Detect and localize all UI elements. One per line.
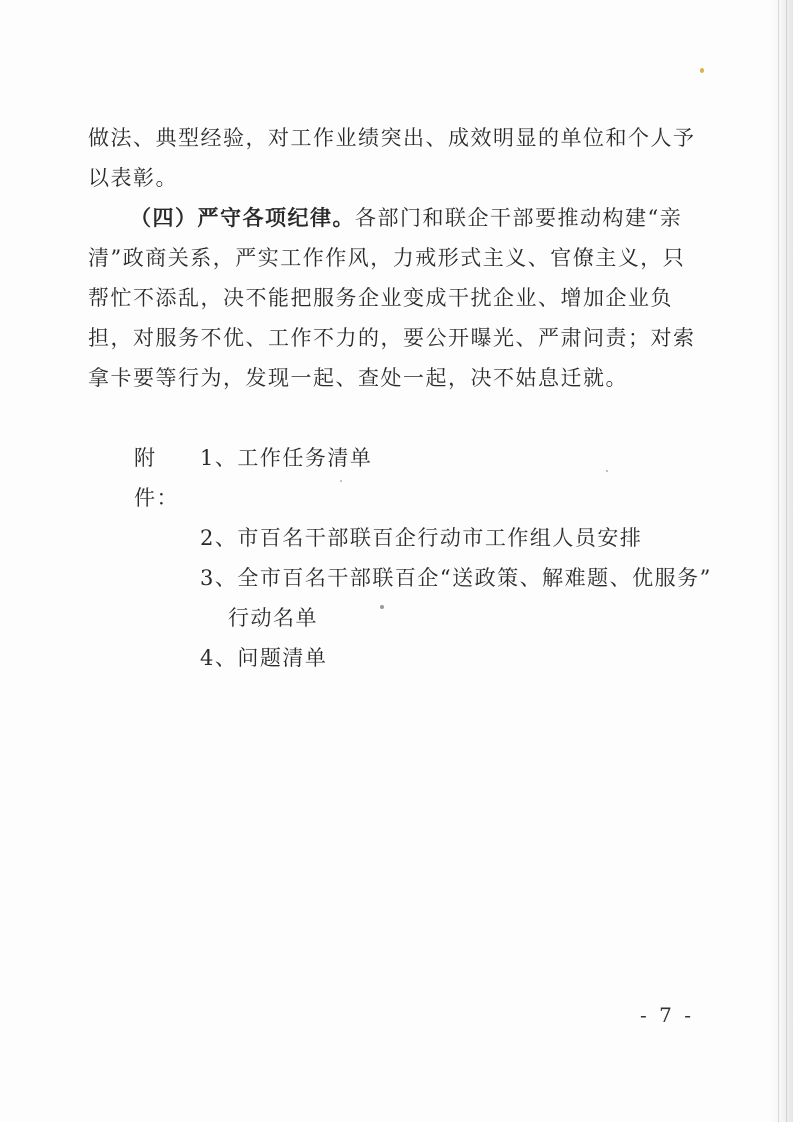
attachments-list	[134, 438, 714, 678]
attachment-row	[134, 518, 714, 558]
attachment-row	[134, 438, 714, 518]
scan-speck	[700, 68, 704, 73]
attachment-item-3-continuation: 行动名单	[228, 606, 318, 630]
attachment-item-4: 4、问题清单	[200, 646, 328, 670]
page-edge-line	[778, 0, 779, 1122]
continuation-paragraph: 做法、典型经验，对工作业绩突出、成效明显的单位和个人予以表彰。	[88, 126, 696, 190]
section-4-heading: （四）严守各项纪律。	[130, 205, 355, 230]
page-edge-shadow	[769, 0, 793, 1122]
attachment-item-2: 2、市百名干部联百企行动市工作组人员安排	[200, 526, 643, 550]
page-number: - 7 -	[640, 1003, 694, 1027]
section-4-paragraph	[88, 198, 700, 398]
page-edge-line	[786, 0, 787, 1122]
attachment-row	[134, 558, 714, 598]
body-text	[88, 118, 700, 398]
section-4-body: 各部门和联企干部要推动构建“亲清”政商关系，严实工作作风，力戒形式主义、官僚主义，只帮忙不添乱，决不能把服务企业变成干扰企业、增加企业负担，对服务不优、工作不力的，要公开曝光、严肃问责；对索拿卡要等行为，发现一起、查处一起，决不姑息迁就。	[88, 206, 696, 390]
attachment-item-1: 1、工作任务清单	[200, 446, 373, 470]
attachment-item-3: 3、全市百名干部联百企“送政策、解难题、优服务”	[200, 566, 712, 590]
attachments-label: 附件：	[134, 446, 179, 510]
attachment-row	[134, 638, 714, 678]
